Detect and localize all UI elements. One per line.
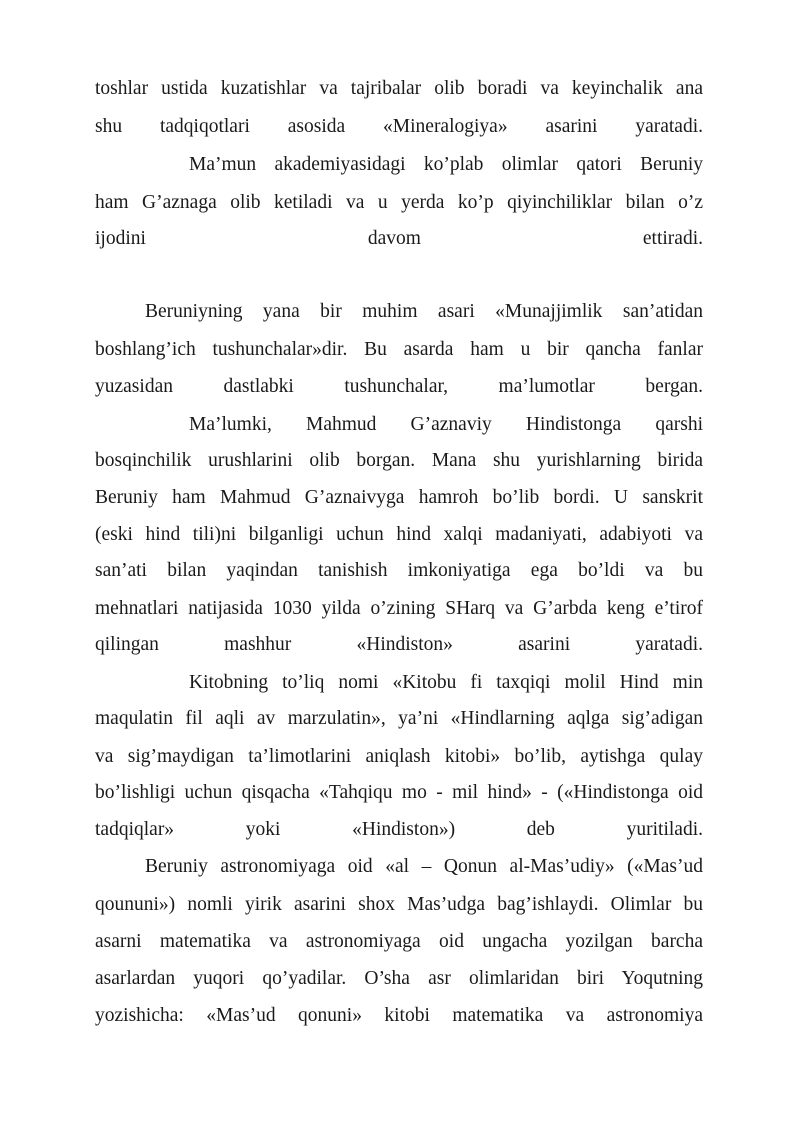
text-line: Beruniy ham Mahmud G’aznaivyga hamroh bo’lib bordi. U sanskrit xyxy=(95,487,703,508)
text-line: qilingan mashhur «Hindiston» asarini yaratadi. xyxy=(95,634,703,655)
text-line: yuzasidan dastlabki tushunchalar, ma’lumotlar bergan. xyxy=(95,376,703,397)
text-line: bo’lishligi uchun qisqacha «Tahqiqu mo - mil hind» - («Hindistonga oid xyxy=(95,782,703,803)
text-line: ijodini davom ettiradi. xyxy=(95,228,703,249)
text-line: qoununi») nomli yirik asarini shox Mas’udga bag’ishlaydi. Olimlar bu xyxy=(95,894,703,915)
text-line: bosqinchilik urushlarini olib borgan. Mana shu yurishlarning birida xyxy=(95,450,703,471)
text-line: (eski hind tili)ni bilganligi uchun hind xalqi madaniyati, adabiyoti va xyxy=(95,524,703,545)
text-line: ham G’aznaga olib ketiladi va u yerda ko’p qiyinchiliklar bilan o’z xyxy=(95,192,703,213)
text-line: yozishicha: «Mas’ud qonuni» kitobi matematika va astronomiya xyxy=(95,1005,703,1026)
text-line: maqulatin fil aqli av marzulatin», ya’ni «Hindlarning aqlga sig’adigan xyxy=(95,708,703,729)
text-line: san’ati bilan yaqindan tanishish imkoniyatiga ega bo’ldi va bu xyxy=(95,560,703,581)
text-line: Beruniy astronomiyaga oid «al – Qonun al-Mas’udiy» («Mas’ud xyxy=(145,856,703,877)
text-line: mehnatlari natijasida 1030 yilda o’zining SHarq va G’arbda keng e’tirof xyxy=(95,598,703,619)
text-line: va sig’maydigan ta’limotlarini aniqlash kitobi» bo’lib, aytishga qulay xyxy=(95,746,703,767)
text-line: Ma’mun akademiyasidagi ko’plab olimlar qatori Beruniy xyxy=(189,154,703,175)
text-line: Beruniyning yana bir muhim asari «Munajjimlik san’atidan xyxy=(145,301,703,322)
text-line: asarni matematika va astronomiyaga oid ungacha yozilgan barcha xyxy=(95,931,703,952)
text-line: shu tadqiqotlari asosida «Mineralogiya» asarini yaratadi. xyxy=(95,116,703,137)
text-line: Kitobning to’liq nomi «Kitobu fi taxqiqi molil Hind min xyxy=(189,672,703,693)
text-line: tadqiqlar» yoki «Hindiston») deb yuritiladi. xyxy=(95,819,703,840)
text-line: boshlang’ich tushunchalar»dir. Bu asarda ham u bir qancha fanlar xyxy=(95,339,703,360)
text-line: Ma’lumki, Mahmud G’aznaviy Hindistonga qarshi xyxy=(189,414,703,435)
text-line: toshlar ustida kuzatishlar va tajribalar olib boradi va keyinchalik ana xyxy=(95,78,703,99)
text-line: asarlardan yuqori qo’yadilar. O’sha asr olimlaridan biri Yoqutning xyxy=(95,968,703,989)
